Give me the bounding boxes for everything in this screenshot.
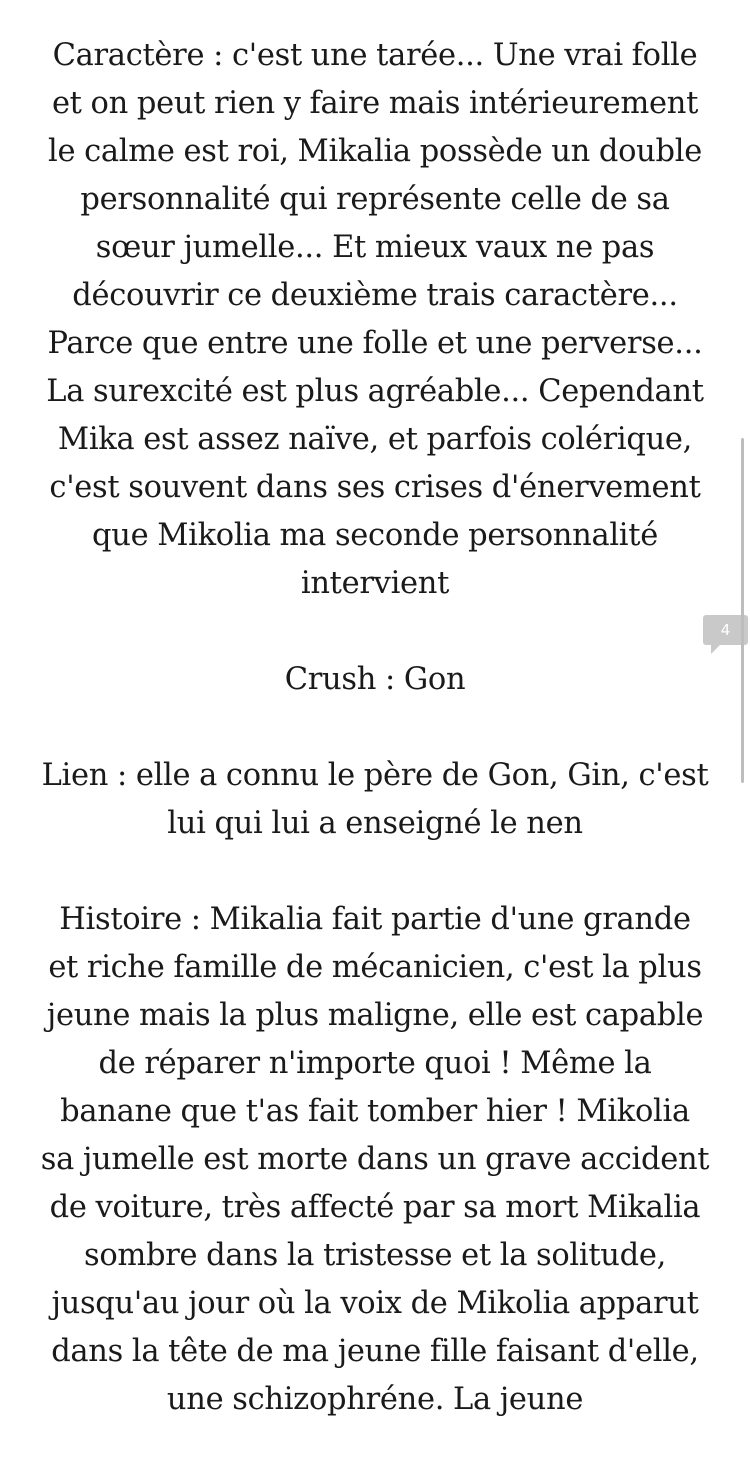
paragraph-histoire: Histoire : Mikalia fait partie d'une grande et riche famille de mécanicien, c'est la plus jeune mais la plus maligne, elle est capable de réparer n'importe quoi ! Même la banane que t'as fait tomber hier ! Mikolia sa jumelle est morte dans un grave accident de voiture, très affecté par sa mort Mikalia sombre dans la tristesse et la solitude, jusqu'au jour où la voix de Mikolia apparut dans la tête de ma jeune fille faisant d'elle, une schizophréne. La jeune [40, 902, 710, 1417]
paragraph-crush: Crush : Gon [284, 662, 466, 697]
paragraph-lien: Lien : elle a connu le père de Gon, Gin, c'est lui qui lui a enseigné le nen [41, 758, 709, 841]
inline-comment-count-badge[interactable]: 4 [703, 615, 748, 645]
story-text [40, 32, 710, 1472]
paragraph-caractere: Caractère : c'est une tarée... Une vrai folle et on peut rien y faire mais intérieurement le calme est roi, Mikalia possède un double personnalité qui représente celle de sa sœur jumelle... Et mieux vaux ne pas découvrir ce deuxième trais caractère... Parce que entre une folle et une perverse... La surexcité est plus agréable... Cependant Mika est assez naïve, et parfois colérique, c'est souvent dans ses crises d'énervement que Mikolia ma seconde personnalité intervient [46, 38, 704, 601]
scrollbar[interactable] [741, 438, 744, 783]
